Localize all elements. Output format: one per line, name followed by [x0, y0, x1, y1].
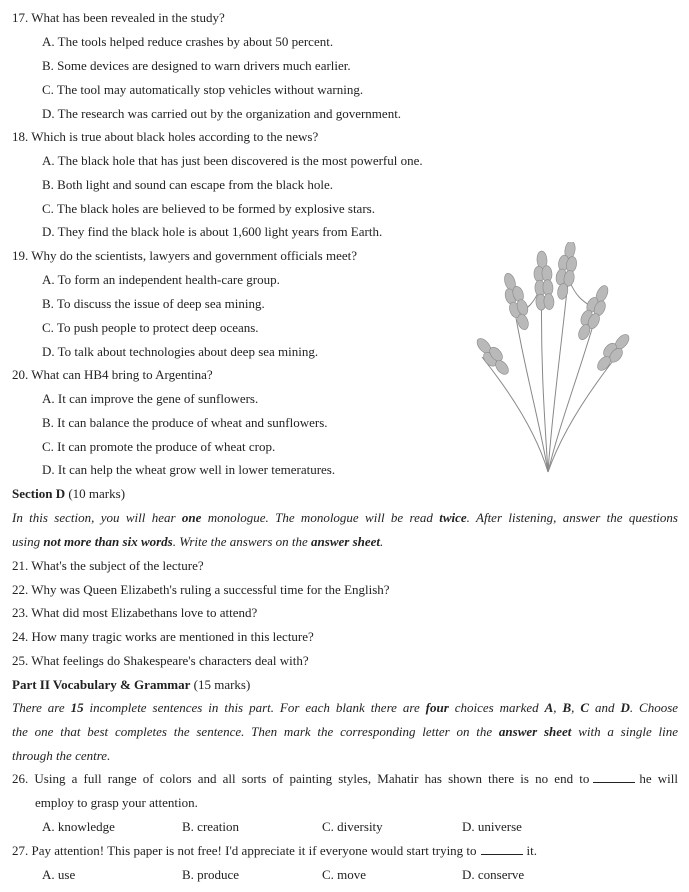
question-22: 22. Why was Queen Elizabeth's ruling a successful time for the English?	[12, 582, 390, 597]
question-20-option-b: B. It can balance the produce of wheat and sunflowers.	[42, 415, 328, 430]
question-27-option-a: A. use	[42, 867, 76, 882]
question-26-option-d: D. universe	[462, 819, 522, 834]
question-17-option-c: C. The tool may automatically stop vehicles without warning.	[42, 82, 364, 97]
section-d-title: Section D	[12, 486, 66, 501]
part-2-marks: (15 marks)	[190, 677, 251, 692]
question-17-option-a: A. The tools helped reduce crashes by about 50 percent.	[42, 34, 334, 49]
question-21: 21. What's the subject of the lecture?	[12, 558, 204, 573]
question-20-stem: 20. What can HB4 bring to Argentina?	[12, 367, 213, 382]
part-2-instructions-line-1: There are 15 incomplete sentences in this part. For each blank there are four choices marked A, B, C and D. Choose	[12, 700, 679, 715]
wheat-illustration	[470, 242, 635, 474]
section-d-instructions-line-2: using not more than six words. Write the answers on the answer sheet.	[12, 534, 384, 549]
question-19-option-d: D. To talk about technologies about deep sea mining.	[42, 344, 319, 359]
answer-blank	[593, 771, 635, 783]
question-26-stem-continued: employ to grasp your attention.	[35, 795, 198, 810]
part-2-heading	[12, 677, 250, 693]
question-23: 23. What did most Elizabethans love to attend?	[12, 605, 258, 620]
question-26-stem: 26. Using a full range of colors and all sorts of painting styles, Mahatir has shown there is no end to he will	[12, 771, 678, 786]
question-17-option-b: B. Some devices are designed to warn drivers much earlier.	[42, 58, 351, 73]
question-26-option-c: C. diversity	[322, 819, 383, 834]
question-18-option-b: B. Both light and sound can escape from the black hole.	[42, 177, 333, 192]
question-18-option-a: A. The black hole that has just been discovered is the most powerful one.	[42, 153, 423, 168]
question-26-options	[42, 819, 602, 835]
question-26-option-b: B. creation	[182, 819, 240, 834]
question-25: 25. What feelings do Shakespeare's characters deal with?	[12, 653, 309, 668]
question-20-option-c: C. It can promote the produce of wheat crop.	[42, 439, 276, 454]
question-18-option-c: C. The black holes are believed to be formed by explosive stars.	[42, 201, 375, 216]
part-2-title: Part II Vocabulary & Grammar	[12, 677, 191, 692]
section-d-marks: (10 marks)	[65, 486, 126, 501]
question-19-option-a: A. To form an independent health-care group.	[42, 272, 280, 287]
question-17-stem: 17. What has been revealed in the study?	[12, 10, 225, 25]
question-26-option-a: A. knowledge	[42, 819, 115, 834]
question-27-options	[42, 867, 602, 883]
question-27-option-b: B. produce	[182, 867, 240, 882]
question-19-option-c: C. To push people to protect deep oceans.	[42, 320, 259, 335]
section-d-instructions-line-1: In this section, you will hear one monologue. The monologue will be read twice. After listening, answer the questions	[12, 510, 678, 525]
question-19-option-b: B. To discuss the issue of deep sea mining.	[42, 296, 265, 311]
question-27-stem: 27. Pay attention! This paper is not free! I'd appreciate it if everyone would start trying to it.	[12, 843, 538, 858]
question-27-option-d: D. conserve	[462, 867, 525, 882]
part-2-instructions-line-2: the one that best completes the sentence. Then mark the corresponding letter on the answer sheet with a single line	[12, 724, 678, 739]
answer-blank	[481, 843, 523, 855]
section-d-heading	[12, 486, 125, 502]
question-20-option-d: D. It can help the wheat grow well in lower temeratures.	[42, 462, 336, 477]
question-27-option-c: C. move	[322, 867, 367, 882]
question-24: 24. How many tragic works are mentioned in this lecture?	[12, 629, 314, 644]
question-18-option-d: D. They find the black hole is about 1,600 light years from Earth.	[42, 224, 383, 239]
question-17-option-d: D. The research was carried out by the organization and government.	[42, 106, 402, 121]
question-18-stem: 18. Which is true about black holes according to the news?	[12, 129, 319, 144]
question-20-option-a: A. It can improve the gene of sunflowers.	[42, 391, 259, 406]
part-2-instructions-line-3: through the centre.	[12, 748, 111, 763]
question-19-stem: 19. Why do the scientists, lawyers and government officials meet?	[12, 248, 358, 263]
